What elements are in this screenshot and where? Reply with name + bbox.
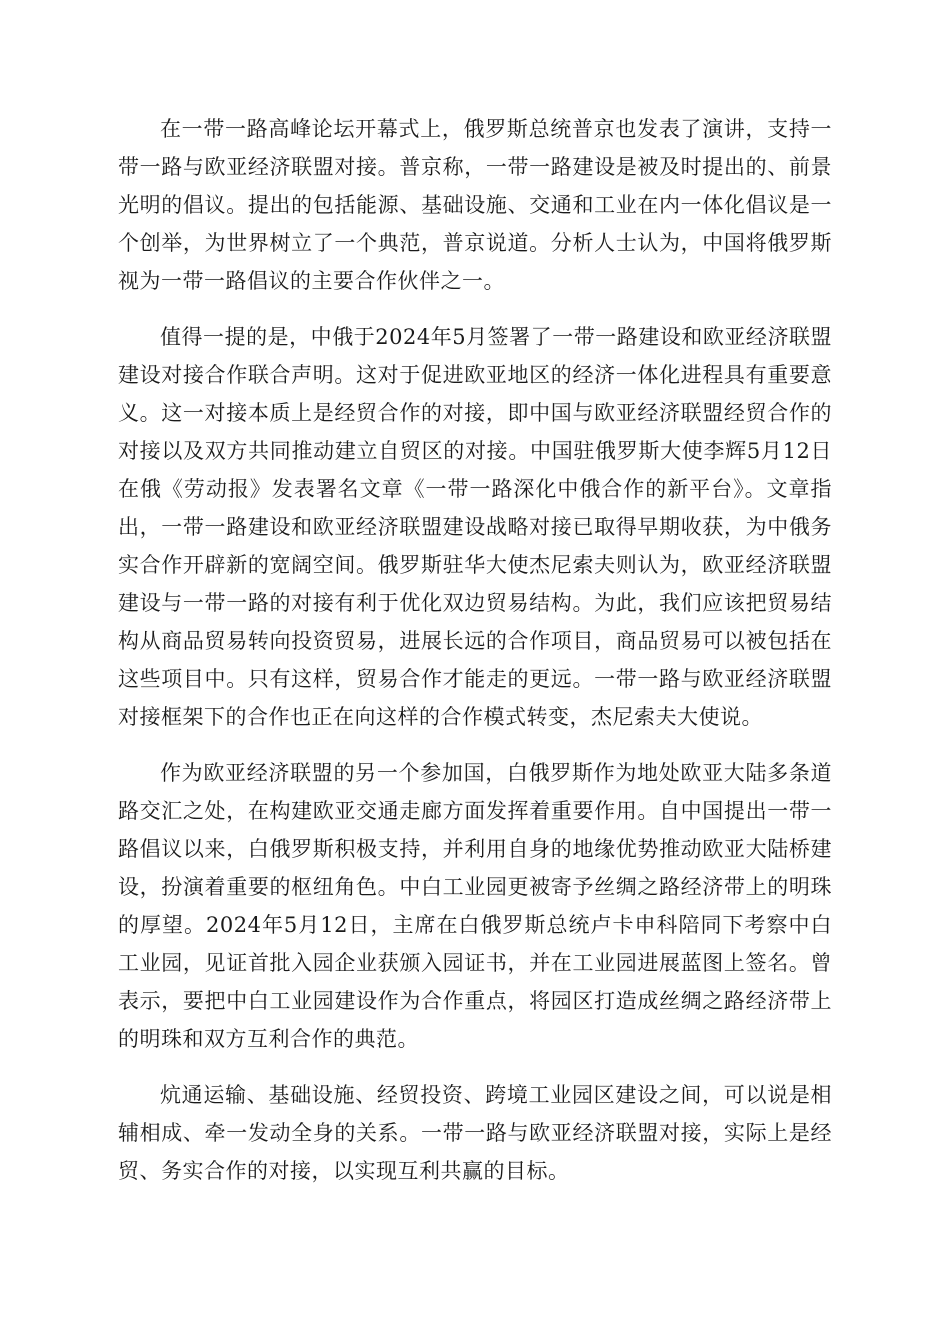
document-page [118, 110, 832, 1208]
paragraph-1: 在一带一路高峰论坛开幕式上，俄罗斯总统普京也发表了演讲，支持一带一路与欧亚经济联盟对接。普京称，一带一路建设是被及时提出的、前景光明的倡议。提出的包括能源、基础设施、交通和工业在内一体化倡议是一个创举，为世界树立了一个典范，普京说道。分析人士认为，中国将俄罗斯视为一带一路倡议的主要合作伙伴之一。 [118, 117, 832, 293]
paragraph-2: 值得一提的是，中俄于2024年5月签署了一带一路建设和欧亚经济联盟建设对接合作联合声明。这对于促进欧亚地区的经济一体化进程具有重要意义。这一对接本质上是经贸合作的对接，即中国与欧亚经济联盟经贸合作的对接以及双方共同推动建立自贸区的对接。中国驻俄罗斯大使李辉5月12日在俄《劳动报》发表署名文章《一带一路深化中俄合作的新平台》。文章指出，一带一路建设和欧亚经济联盟建设战略对接已取得早期收获，为中俄务实合作开辟新的宽阔空间。俄罗斯驻华大使杰尼索夫则认为，欧亚经济联盟建设与一带一路的对接有利于优化双边贸易结构。为此，我们应该把贸易结构从商品贸易转向投资贸易，进展长远的合作项目，商品贸易可以被包括在这些项目中。只有这样，贸易合作才能走的更远。一带一路与欧亚经济联盟对接框架下的合作也正在向这样的合作模式转变，杰尼索夫大使说。 [118, 325, 832, 729]
paragraph-3: 作为欧亚经济联盟的另一个参加国，白俄罗斯作为地处欧亚大陆多条道路交汇之处，在构建欧亚交通走廊方面发挥着重要作用。自中国提出一带一路倡议以来，白俄罗斯积极支持，并利用自身的地缘优势推动欧亚大陆桥建设，扮演着重要的枢纽角色。中白工业园更被寄予丝绸之路经济带上的明珠的厚望。2024年5月12日，主席在白俄罗斯总统卢卡申科陪同下考察中白工业园，见证首批入园企业获颁入园证书，并在工业园进展蓝图上签名。曾表示，要把中白工业园建设作为合作重点，将园区打造成丝绸之路经济带上的明珠和双方互利合作的典范。 [118, 761, 832, 1051]
paragraph-4: 炕通运输、基础设施、经贸投资、跨境工业园区建设之间，可以说是相辅相成、牵一发动全身的关系。一带一路与欧亚经济联盟对接，实际上是经贸、务实合作的对接，以实现互利共赢的目标。 [118, 1083, 832, 1183]
